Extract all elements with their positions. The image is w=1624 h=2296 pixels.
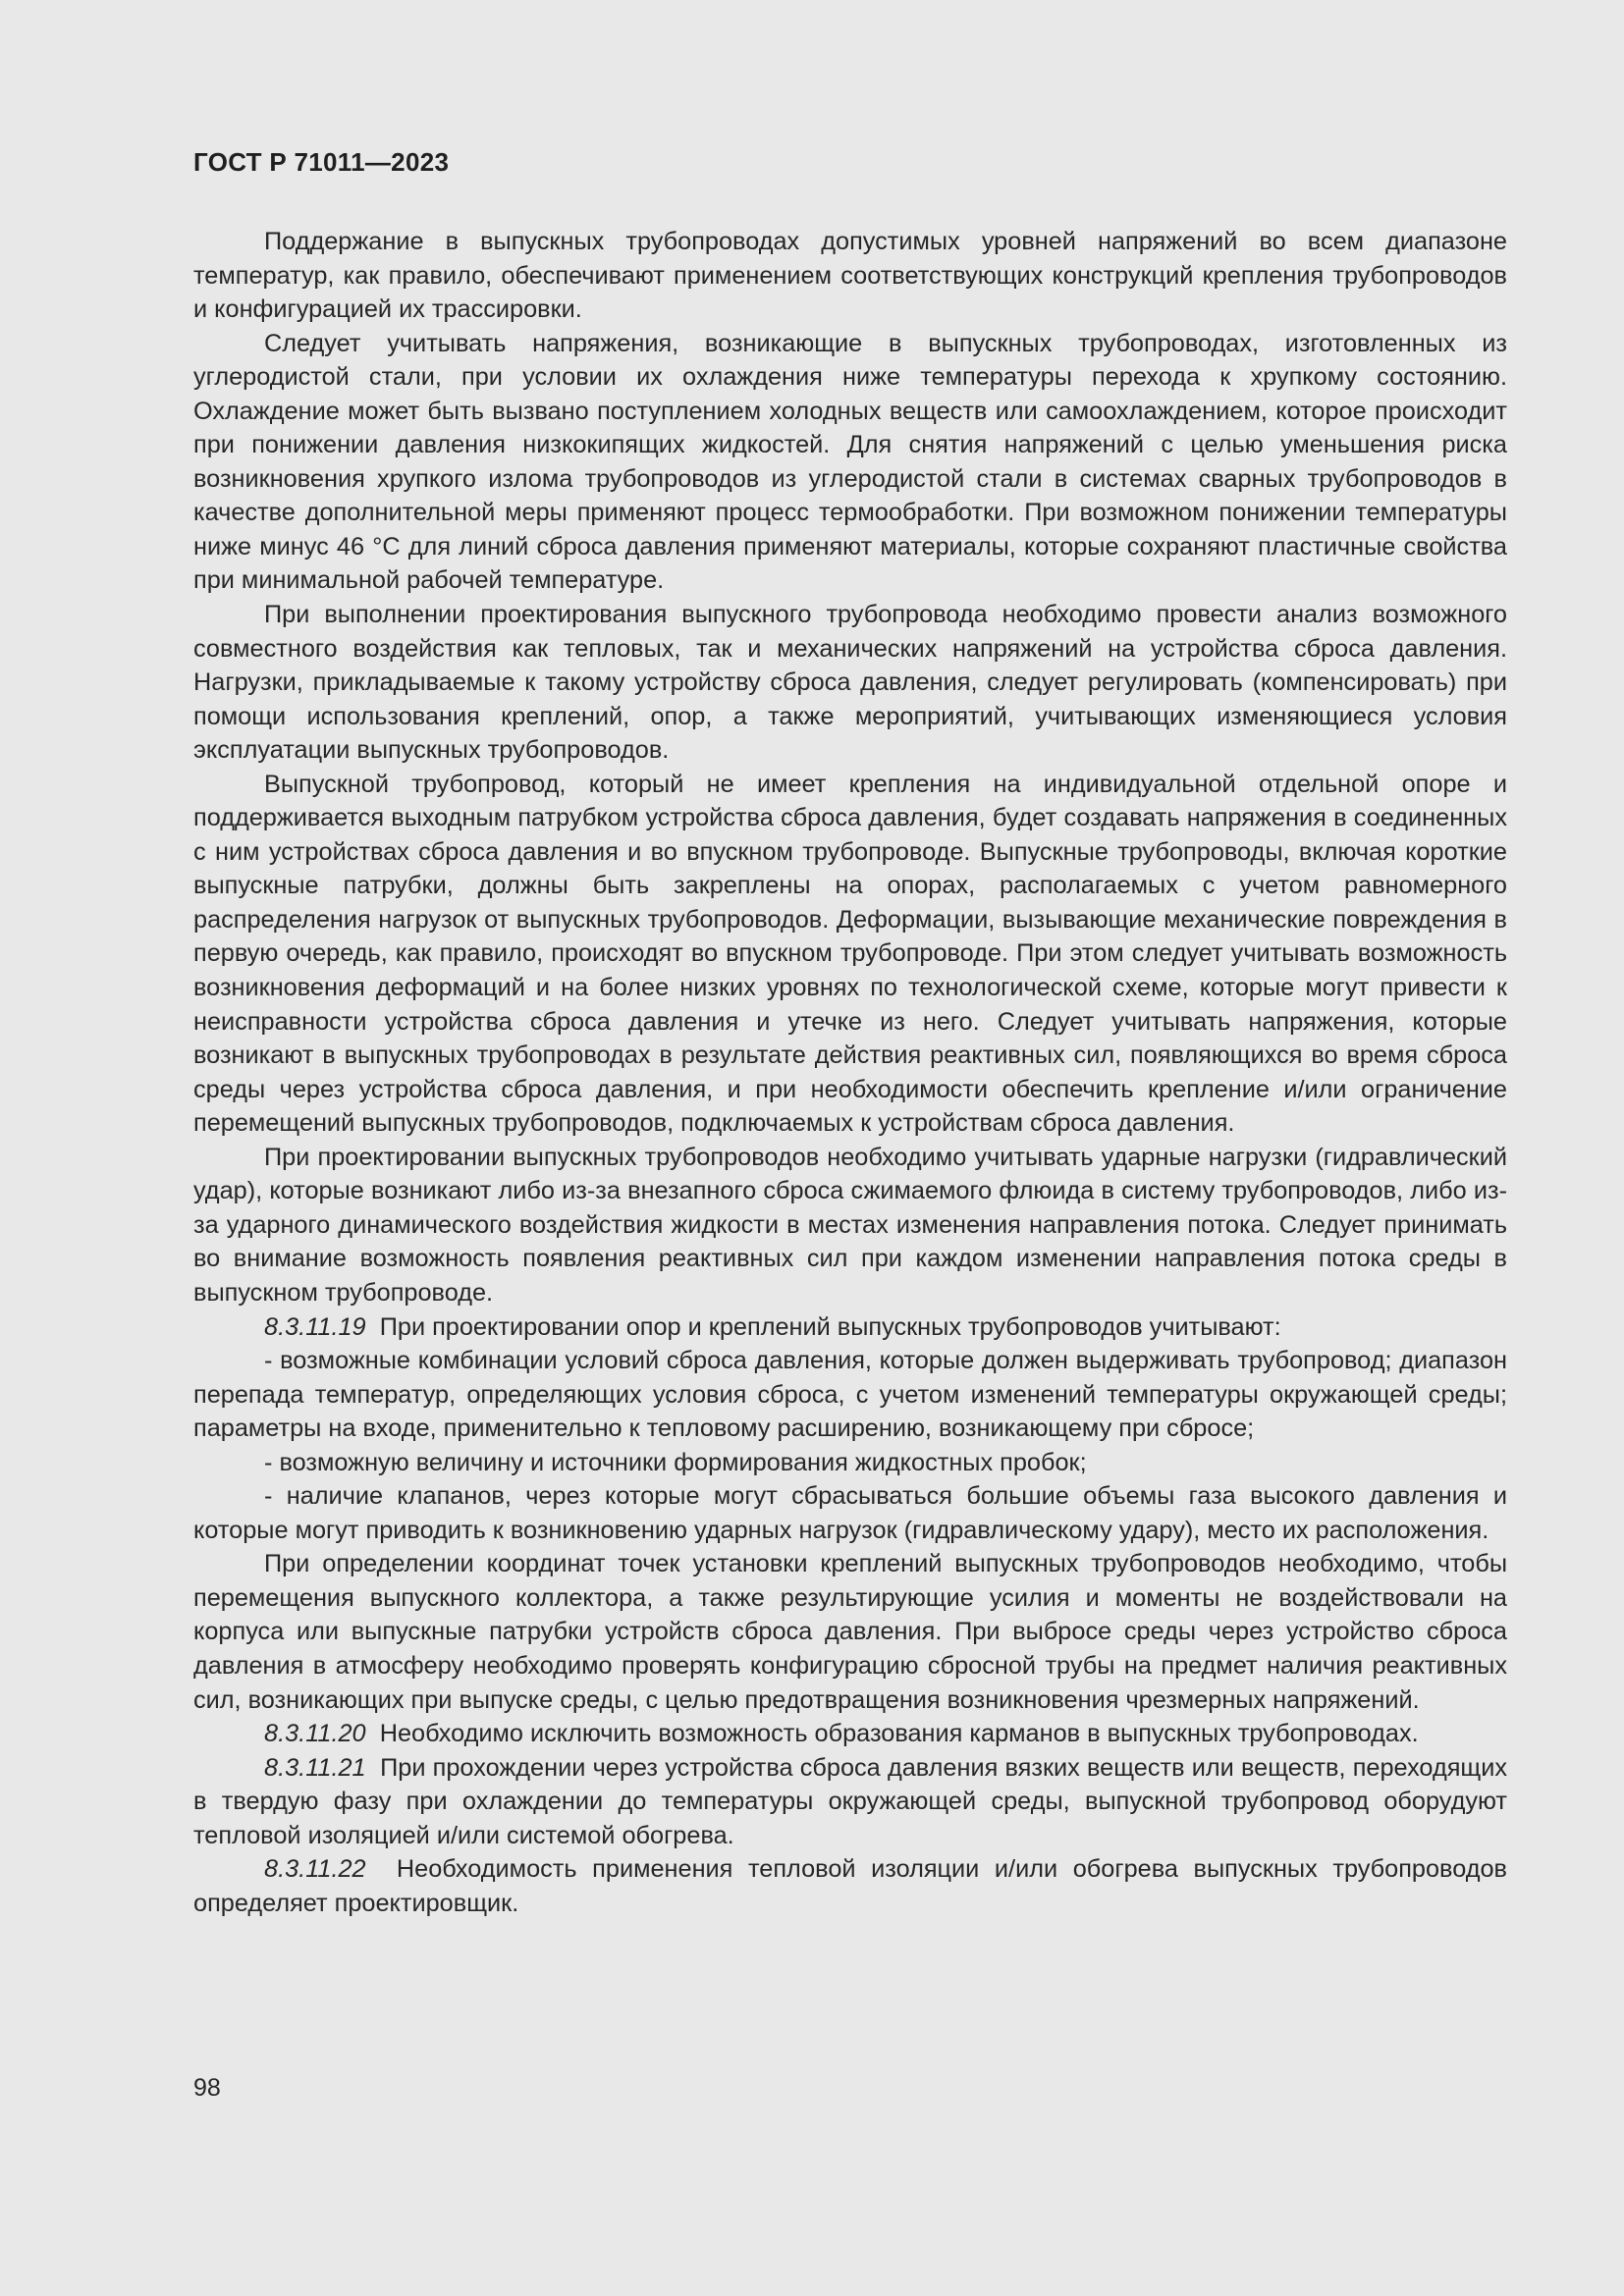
clause-paragraph <box>193 1310 1507 1345</box>
clause-number: 8.3.11.19 <box>264 1312 366 1341</box>
list-item <box>193 1344 1507 1446</box>
paragraph <box>193 327 1507 598</box>
clause-number: 8.3.11.20 <box>264 1720 366 1748</box>
clause-paragraph <box>193 1751 1507 1853</box>
paragraph-text: - возможные комбинации условий сброса давления, которые должен выдерживать трубопровод; диапазон перепада температур, определяющих условия сброса, с учетом изменений температуры окружающей среды; параметры на входе, применительно к тепловому расширению, возникающему при сбросе; <box>193 1347 1507 1443</box>
clause-number: 8.3.11.21 <box>264 1753 366 1782</box>
paragraph-text: При выполнении проектирования выпускного трубопровода необходимо провести анализ возможного совместного воздействия как тепловых, так и механических напряжений на устройства сброса давления. Нагрузки, прикладываемые к такому устройству сброса давления, следует регулировать (компенсировать) при помощи использования креплений, опор, а также мероприятий, учитывающих изменяющиеся условия эксплуатации выпускных трубопроводов. <box>193 601 1507 765</box>
paragraph-text: При проектировании выпускных трубопроводов необходимо учитывать ударные нагрузки (гидравлический удар), которые возникают либо из-за внезапного сброса сжимаемого флюида в систему трубопроводов, либо из-за ударного динамического воздействия жидкости в местах изменения направления потока. Следует принимать во внимание возможность появления реактивных сил при каждом изменении направления потока среды в выпускном трубопроводе. <box>193 1143 1507 1307</box>
paragraph-text: Необходимо исключить возможность образования карманов в выпускных трубопроводах. <box>379 1720 1419 1748</box>
list-item <box>193 1479 1507 1547</box>
paragraph <box>193 225 1507 327</box>
clause-paragraph <box>193 1852 1507 1920</box>
clause-number: 8.3.11.22 <box>264 1855 366 1884</box>
paragraph <box>193 1141 1507 1310</box>
paragraph-text: При определении координат точек установки креплений выпускных трубопроводов необходимо, чтобы перемещения выпускного коллектора, а также результирующие усилия и моменты не воздействовали на корпуса или выпускные патрубки устройств сброса давления. При выбросе среды через устройство сброса давления в атмосферу необходимо проверять конфигурацию сбросной трубы на предмет наличия реактивных сил, возникающих при выпуске среды, с целью предотвращения возникновения чрезмерных напряжений. <box>193 1550 1507 1714</box>
document-header: ГОСТ Р 71011—2023 <box>193 147 450 177</box>
paragraph-text: При прохождении через устройства сброса давления вязких веществ или веществ, переходящих в твердую фазу при охлаждении до температуры окружающей среды, выпускной трубопровод оборудуют тепловой изоляцией и/или системой обогрева. <box>193 1753 1507 1849</box>
paragraph-text: Необходимость применения тепловой изоляции и/или обогрева выпускных трубопроводов определяет проектировщик. <box>193 1855 1507 1917</box>
paragraph-text: Выпускной трубопровод, который не имеет крепления на индивидуальной отдельной опоре и поддерживается выходным патрубком устройства сброса давления, будет создавать напряжения в соединенных с ним устройствах сброса давления и во впускном трубопроводе. Выпускные трубопроводы, включая короткие выпускные патрубки, должны быть закреплены на опорах, располагаемых с учетом равномерного распределения нагрузок от выпускных трубопроводов. Деформации, вызывающие механические повреждения в первую очередь, как правило, происходят во впускном трубопроводе. При этом следует учитывать возможность возникновения деформаций и на более низких уровнях по технологической схеме, которые могут привести к неисправности устройства сброса давления и утечке из него. Следует учитывать напряжения, которые возникают в выпускных трубопроводах в результате действия реактивных сил, появляющихся во время сброса среды через устройства сброса давления, и при необходимости обеспечить крепление и/или ограничение перемещений выпускных трубопроводов, подключаемых к устройствам сброса давления. <box>193 770 1507 1138</box>
paragraph <box>193 768 1507 1141</box>
paragraph-text: Следует учитывать напряжения, возникающие в выпускных трубопроводах, изготовленных из углеродистой стали, при условии их охлаждения ниже температуры перехода к хрупкому состоянию. Охлаждение может быть вызвано поступлением холодных веществ или самоохлаждением, которое происходит при понижении давления низкокипящих жидкостей. Для снятия напряжений с целью уменьшения риска возникновения хрупкого излома трубопроводов из углеродистой стали в системах сварных трубопроводов в качестве дополнительной меры применяют процесс термообработки. При возможном понижении температуры ниже минус 46 °С для линий сброса давления применяют материалы, которые сохраняют пластичные свойства при минимальной рабочей температуре. <box>193 329 1507 595</box>
clause-paragraph <box>193 1717 1507 1751</box>
page-number: 98 <box>193 2074 221 2102</box>
paragraph-text: - возможную величину и источники формирования жидкостных пробок; <box>264 1448 1087 1476</box>
paragraph-text: При проектировании опор и креплений выпускных трубопроводов учитывают: <box>379 1312 1281 1341</box>
paragraph <box>193 1547 1507 1717</box>
document-body <box>193 225 1507 1920</box>
paragraph <box>193 598 1507 768</box>
paragraph-text: Поддержание в выпускных трубопроводах допустимых уровней напряжений во всем диапазоне температур, как правило, обеспечивают применением соответствующих конструкций крепления трубопроводов и конфигурацией их трассировки. <box>193 228 1507 324</box>
paragraph-text: - наличие клапанов, через которые могут сбрасываться большие объемы газа высокого давления и которые могут приводить к возникновению ударных нагрузок (гидравлическому удару), место их расположения. <box>193 1482 1507 1544</box>
list-item <box>193 1446 1507 1480</box>
